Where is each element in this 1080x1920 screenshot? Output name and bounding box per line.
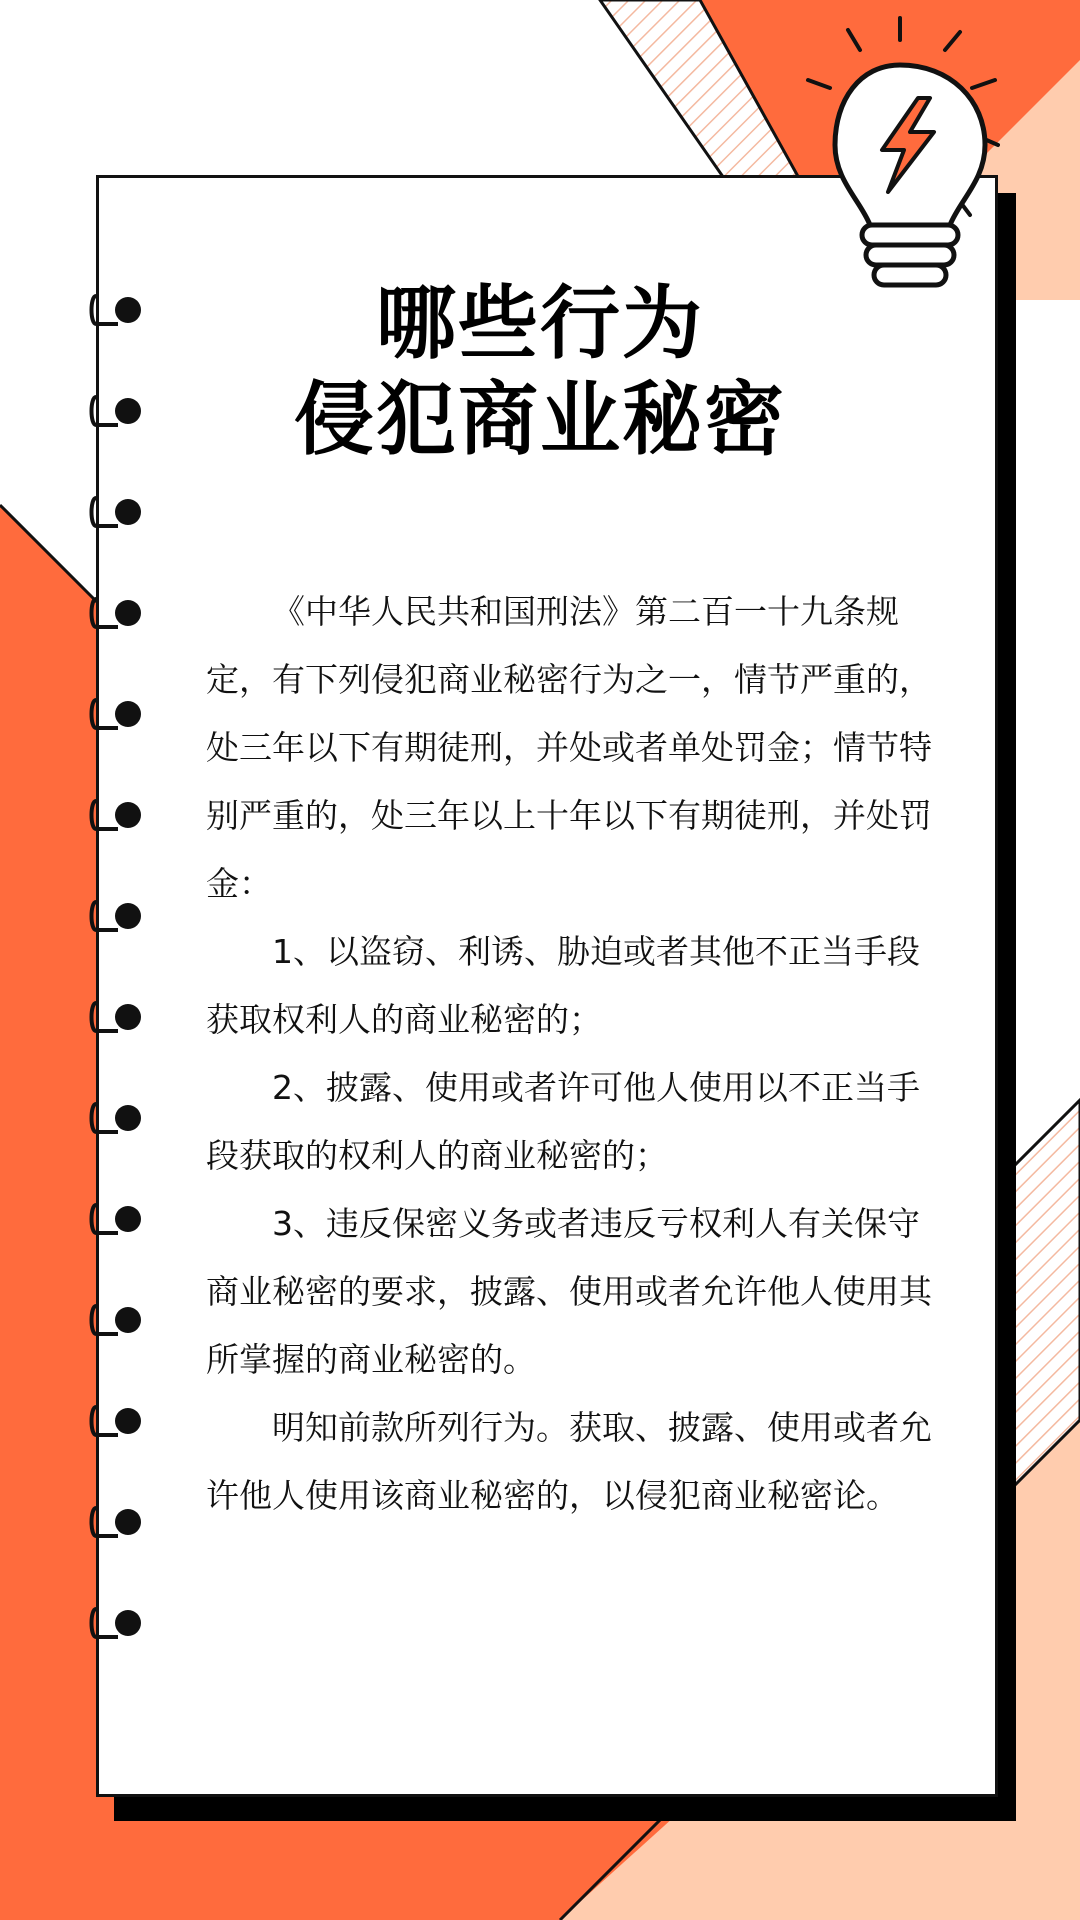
- spiral-ring-icon: [88, 1603, 144, 1643]
- spiral-ring-icon: [88, 1300, 144, 1340]
- paragraph-conclusion: 明知前款所列行为。获取、披露、使用或者允许他人使用该商业秘密的，以侵犯商业秘密论。: [206, 1408, 932, 1515]
- paragraph-item-2: 2、披露、使用或者许可他人使用以不正当手段获取的权利人的商业秘密的；: [206, 1068, 920, 1175]
- paragraph-intro: 《中华人民共和国刑法》第二百一十九条规定，有下列侵犯商业秘密行为之一，情节严重的，处三年以下有期徒刑，并处或者单处罚金；情节特别严重的，处三年以上十年以下有期徒刑，并处罚金：: [206, 592, 932, 903]
- spiral-ring-icon: [88, 694, 144, 734]
- spiral-ring-icon: [88, 1502, 144, 1542]
- spiral-ring-icon: [88, 795, 144, 835]
- spiral-ring-icon: [88, 1401, 144, 1441]
- lightbulb-icon: [800, 10, 1000, 300]
- spiral-ring-icon: [88, 593, 144, 633]
- paragraph-item-1: 1、以盗窃、利诱、胁迫或者其他不正当手段获取权利人的商业秘密的；: [206, 932, 920, 1039]
- paragraph-item-3: 3、违反保密义务或者违反亏权利人有关保守商业秘密的要求，披露、使用或者允许他人使用其所掌握的商业秘密的。: [206, 1204, 932, 1379]
- page-title-line-1: 哪些行为: [376, 277, 704, 370]
- spiral-ring-icon: [88, 896, 144, 936]
- spiral-ring-icon: [88, 492, 144, 532]
- body-text: [206, 578, 938, 1530]
- page-title-line-2: 侵犯商业秘密: [294, 373, 786, 466]
- spiral-ring-icon: [88, 1199, 144, 1239]
- spiral-ring-icon: [88, 1098, 144, 1138]
- spiral-ring-icon: [88, 997, 144, 1037]
